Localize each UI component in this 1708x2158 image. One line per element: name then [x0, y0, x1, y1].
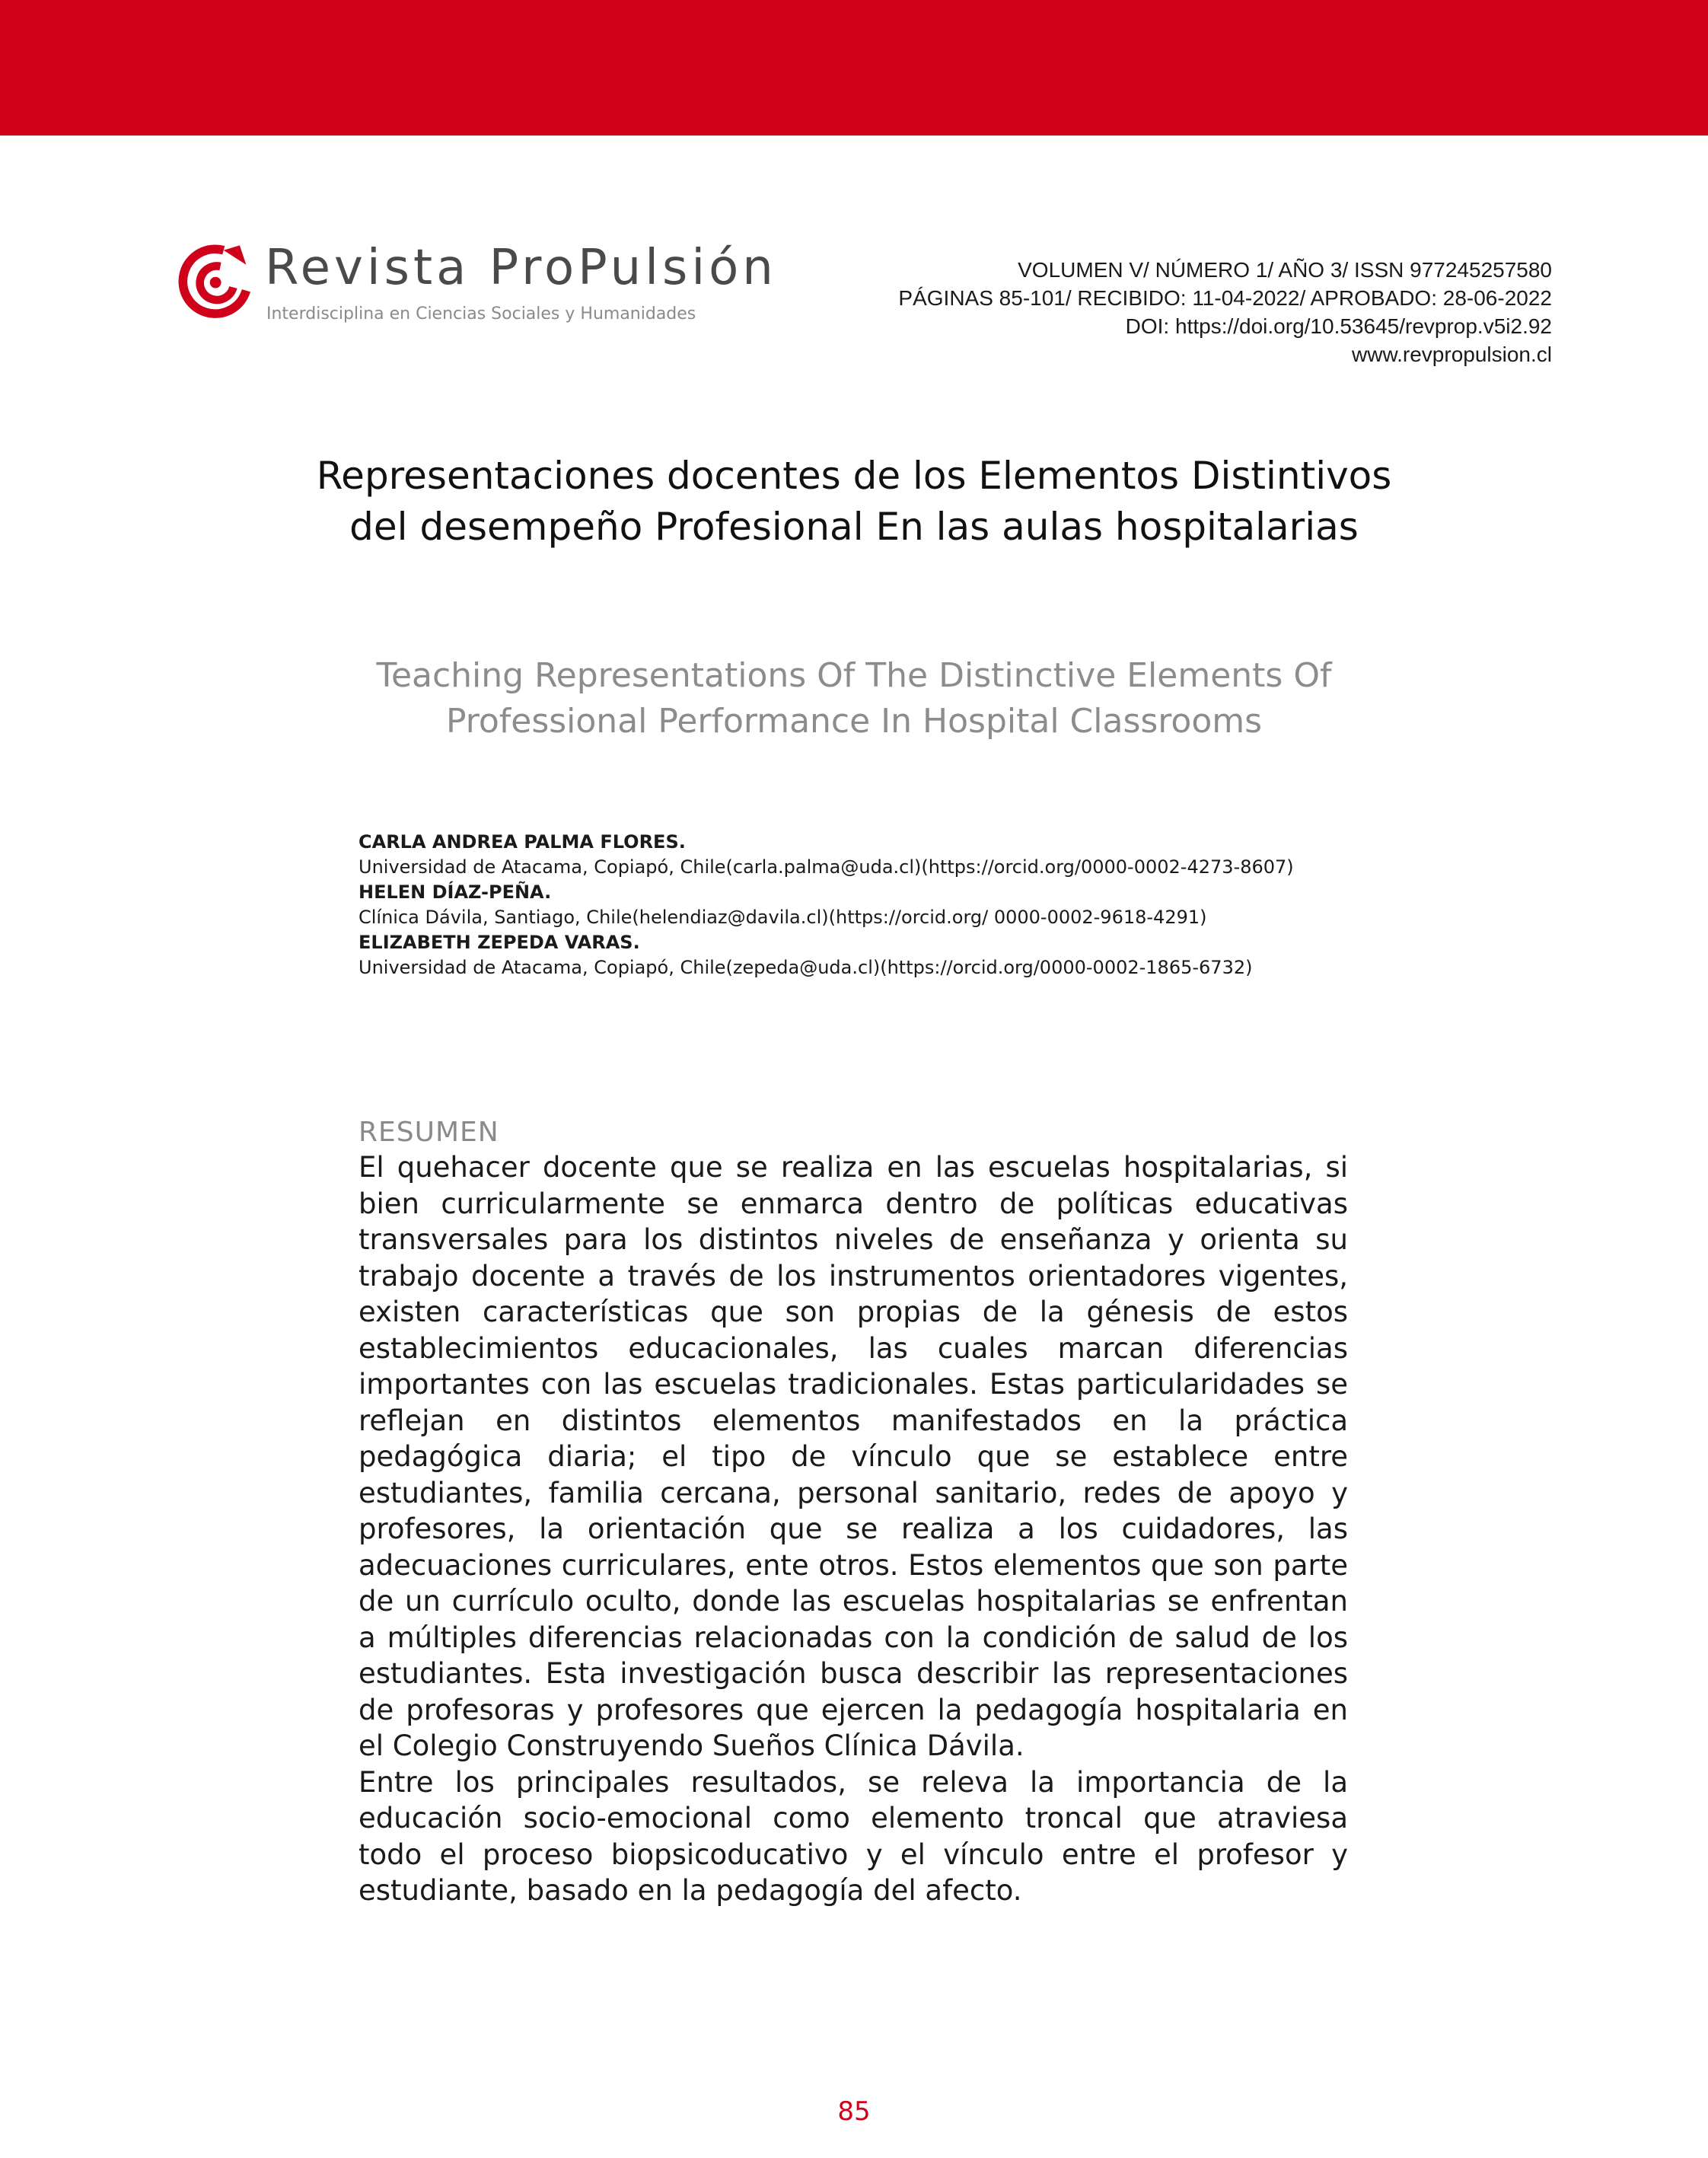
author-entry — [358, 830, 1348, 880]
propulsion-logo-icon — [174, 241, 254, 321]
logo-subtitle: Interdisciplina en Ciencias Sociales y Humanidades — [266, 304, 696, 324]
author-entry — [358, 880, 1348, 930]
author-affiliation: Clínica Dávila, Santiago, Chile(helendiaz@davila.cl)(https://orcid.org/ 0000-0002-9618-4291) — [358, 907, 1207, 928]
article-title-english: Teaching Representations Of The Distinctive Elements Of Professional Performance In Hospital Classrooms — [376, 656, 1332, 741]
author-affiliation: Universidad de Atacama, Copiapó, Chile(carla.palma@uda.cl)(https://orcid.org/0000-0002-4273-8607) — [358, 856, 1294, 878]
journal-logo[interactable] — [174, 237, 777, 336]
author-entry — [358, 930, 1348, 980]
author-name: CARLA ANDREA PALMA FLORES. — [358, 831, 686, 853]
header-band — [0, 0, 1708, 135]
journal-doi-link[interactable]: DOI: https://doi.org/10.53645/revprop.v5i2.92 — [1125, 314, 1552, 338]
author-list — [358, 830, 1348, 980]
journal-volume-line: VOLUMEN V/ NÚMERO 1/ AÑO 3/ ISSN 977245257580 — [1018, 258, 1552, 282]
author-affiliation: Universidad de Atacama, Copiapó, Chile(zepeda@uda.cl)(https://orcid.org/0000-0002-1865-6732) — [358, 957, 1253, 978]
journal-info — [898, 256, 1552, 368]
page-number: 85 — [837, 2096, 871, 2127]
journal-website-link[interactable]: www.revpropulsion.cl — [1352, 343, 1552, 366]
logo-title: Revista ProPulsión — [265, 240, 777, 296]
author-name: ELIZABETH ZEPEDA VARAS. — [358, 932, 640, 953]
abstract-section — [358, 1116, 1348, 1909]
abstract-paragraph: Entre los principales resultados, se releva la importancia de la educación socio-emocional como elemento troncal que atraviesa todo el proceso biopsicoducativo y el vínculo entre el profesor y estudiante, basado en la pedagogía del afecto. — [358, 1765, 1348, 1907]
author-name: HELEN DÍAZ-PEÑA. — [358, 881, 552, 903]
journal-pages-line: PÁGINAS 85-101/ RECIBIDO: 11-04-2022/ APROBADO: 28-06-2022 — [898, 286, 1552, 310]
abstract-heading: RESUMEN — [358, 1117, 499, 1148]
article-title-spanish: Representaciones docentes de los Elementos Distintivos del desempeño Profesional En las aulas hospitalarias — [316, 454, 1392, 549]
abstract-paragraph: El quehacer docente que se realiza en las escuelas hospitalarias, si bien curricularmente se enmarca dentro de políticas educativas transversales para los distintos niveles de enseñanza y orienta su trabajo docente a través de los instrumentos orientadores vigentes, existen características que son propias de la génesis de estos establecimientos educacionales, las cuales marcan diferencias importantes con las escuelas tradicionales. Estas particularidades se reflejan en distintos elementos manifestados en la práctica pedagógica diaria; el tipo de vínculo que se establece entre estudiantes, familia cercana, personal sanitario, redes de apoyo y profesores, la orientación que se realiza a los cuidadores, las adecuaciones curriculares, ente otros. Estos elementos que son parte de un currículo oculto, donde las escuelas hospitalarias se enfrentan a múltiples diferencias relacionadas con la condición de salud de los estudiantes. Esta investigación busca describir las representaciones de profesoras y profesores que ejercen la pedagogía hospitalaria en el Colegio Construyendo Sueños Clínica Dávila. — [358, 1151, 1348, 1762]
